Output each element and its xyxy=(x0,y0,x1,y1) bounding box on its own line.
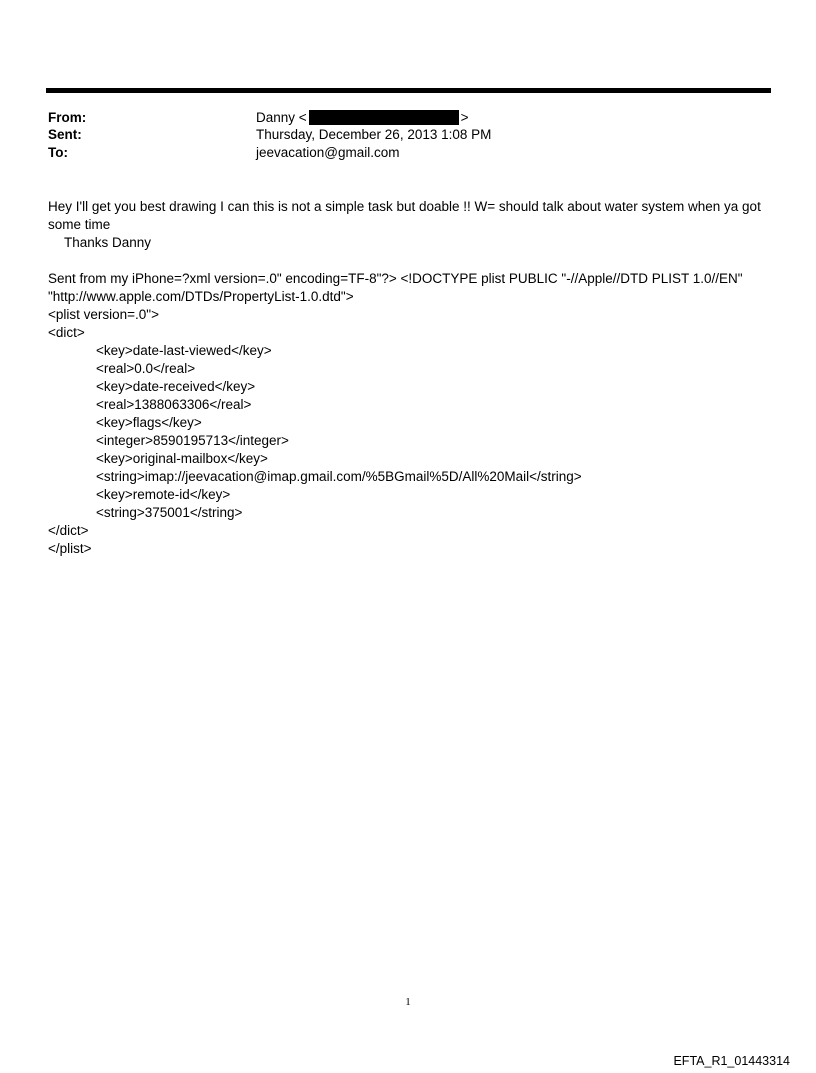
sent-from-line: Sent from my iPhone=?xml version=.0" encoding=TF-8"?> <!DOCTYPE plist PUBLIC "-//Apple//DTD PLIST 1.0//EN" xyxy=(48,271,743,286)
dict-entry-line: <string>imap://jeevacation@imap.gmail.com/%5BGmail%5D/All%20Mail</string> xyxy=(96,469,582,484)
dict-entries xyxy=(48,342,773,522)
bates-number: EFTA_R1_01443314 xyxy=(673,1054,790,1068)
plist-open-line: <plist version=.0"> xyxy=(48,307,159,322)
sent-row xyxy=(48,126,770,144)
from-value xyxy=(256,109,469,127)
spacer xyxy=(48,252,773,270)
dict-close-line: </dict> xyxy=(48,523,89,538)
dict-entry-line: <real>1388063306</real> xyxy=(96,397,252,412)
dict-entry-line: <key>date-last-viewed</key> xyxy=(96,343,272,358)
dict-entry-line: <integer>8590195713</integer> xyxy=(96,433,289,448)
from-row xyxy=(48,109,770,127)
to-value: jeevacation@gmail.com xyxy=(256,145,400,160)
sender-name: Danny < xyxy=(256,110,307,125)
dtd-url-line: "http://www.apple.com/DTDs/PropertyList-1.0.dtd"> xyxy=(48,289,354,304)
dict-open-line: <dict> xyxy=(48,325,85,340)
to-label: To: xyxy=(48,145,68,160)
from-label: From: xyxy=(48,110,87,125)
dict-entry-line: <key>flags</key> xyxy=(96,415,202,430)
signoff-text: Thanks Danny xyxy=(64,235,152,250)
to-row xyxy=(48,144,770,162)
sent-value: Thursday, December 26, 2013 1:08 PM xyxy=(256,127,492,142)
sender-bracket: > xyxy=(460,110,469,125)
dict-entry-line: <real>0.0</real> xyxy=(96,361,196,376)
dict-entry-line: <key>remote-id</key> xyxy=(96,487,231,502)
dict-entry-line: <string>375001</string> xyxy=(96,505,243,520)
sent-label: Sent: xyxy=(48,127,82,142)
header-rule xyxy=(46,88,771,93)
message-text: Hey I'll get you best drawing I can this is not a simple task but doable !! W= should talk about water system when ya got some time xyxy=(48,199,761,232)
plist-close-line: </plist> xyxy=(48,541,92,556)
email-body xyxy=(48,198,773,558)
dict-entry-line: <key>date-received</key> xyxy=(96,379,256,394)
dict-entry-line: <key>original-mailbox</key> xyxy=(96,451,268,466)
redaction-box xyxy=(309,110,459,125)
page-number: 1 xyxy=(405,996,411,1008)
